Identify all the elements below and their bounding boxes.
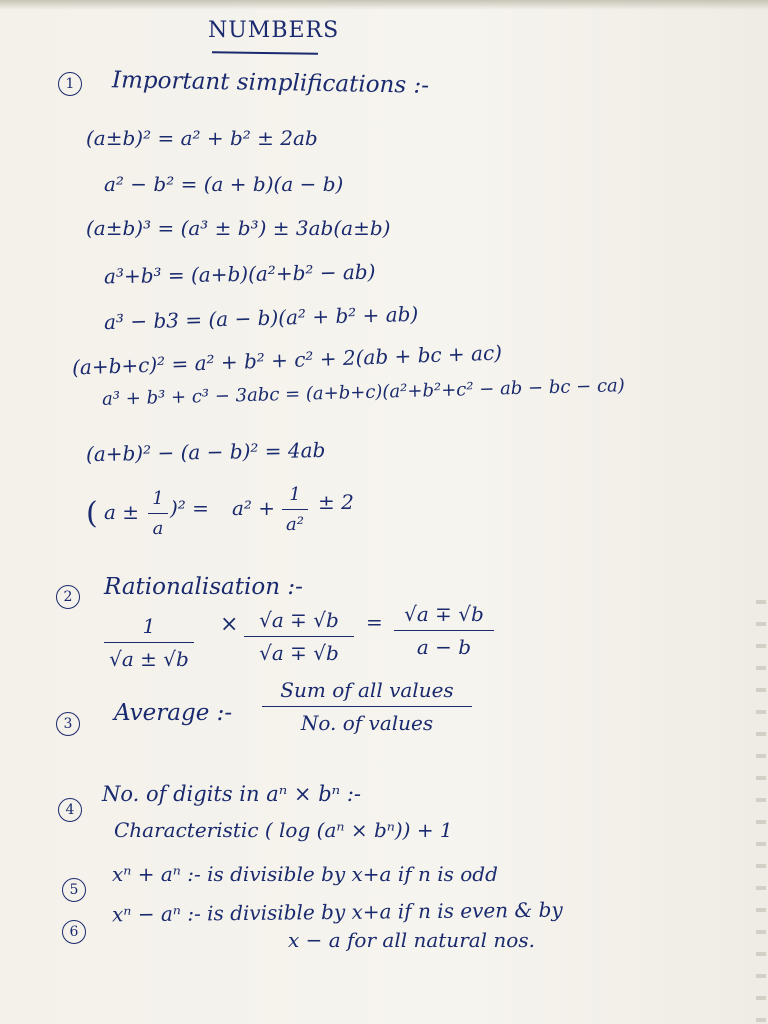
section-4-heading: No. of digits in aⁿ × bⁿ :- — [102, 782, 361, 806]
equation-2: a² − b² = (a + b)(a − b) — [104, 172, 344, 196]
average-fraction-bar — [262, 706, 472, 707]
section-number-6: 6 — [62, 920, 86, 944]
rationalisation-f2-bar — [244, 636, 354, 637]
section-number-1: 1 — [58, 72, 82, 96]
eq9-open-paren: ( — [86, 496, 98, 531]
average-fraction — [262, 678, 472, 735]
eq9-lhs-fraction-bar — [148, 513, 168, 514]
equation-8: (a+b)² − (a − b)² = 4ab — [85, 437, 326, 467]
eq9-lhs-fraction — [148, 488, 168, 539]
section-number-5: 5 — [62, 878, 86, 902]
rationalisation-f2-numerator: √a ∓ √b — [259, 608, 339, 632]
eq9-lhs-denominator: a — [152, 518, 164, 539]
rationalisation-f1-bar — [104, 642, 194, 643]
average-denominator: No. of values — [300, 711, 434, 735]
equation-5: a³ − b3 = (a − b)(a² + b² + ab) — [103, 301, 419, 335]
eq9-lhs-numerator: 1 — [152, 488, 164, 509]
equals-sign: = — [366, 610, 383, 634]
equation-3: (a±b)³ = (a³ ± b³) ± 3ab(a±b) — [86, 216, 391, 240]
equation-4: a³+b³ = (a+b)(a²+b² − ab) — [103, 259, 376, 289]
eq9-rhs-tail: ± 2 — [318, 490, 354, 514]
eq9-lhs-close: )² = — [170, 496, 209, 520]
section-4-formula: Characteristic ( log (aⁿ × bⁿ)) + 1 — [114, 818, 453, 842]
rationalisation-f3-bar — [394, 630, 494, 631]
page-title: NUMBERS — [208, 18, 340, 43]
equation-6: (a+b+c)² = a² + b² + c² + 2(ab + bc + ac) — [71, 340, 503, 380]
rationalisation-f2-denominator: √a ∓ √b — [259, 641, 339, 665]
eq9-rhs-a: a² + — [232, 496, 276, 520]
rationalisation-f3-numerator: √a ∓ √b — [404, 602, 484, 626]
eq9-rhs-fraction — [282, 484, 308, 535]
section-number-2: 2 — [56, 585, 80, 609]
rationalisation-fraction-1 — [104, 614, 194, 671]
equation-7: a³ + b³ + c³ − 3abc = (a+b+c)(a²+b²+c² − ab − bc − ca) — [101, 375, 626, 410]
section-6-text: xⁿ − aⁿ :- is divisible by x+a if n is even & by — [111, 897, 563, 927]
page-edge-perforation — [756, 600, 766, 1024]
eq9-rhs-numerator: 1 — [289, 484, 301, 505]
rationalisation-fraction-2 — [244, 608, 354, 665]
section-6-continuation: x − a for all natural nos. — [288, 928, 535, 952]
average-numerator: Sum of all values — [280, 678, 454, 702]
title-underline — [212, 51, 318, 54]
eq9-rhs-fraction-bar — [282, 509, 308, 510]
rationalisation-f3-denominator: a − b — [416, 635, 472, 659]
section-2-heading: Rationalisation :- — [104, 574, 303, 600]
section-number-4: 4 — [58, 798, 82, 822]
section-1-heading: Important simplifications :- — [111, 67, 430, 99]
eq9-lhs-a: a ± — [104, 500, 140, 524]
rationalisation-fraction-3 — [394, 602, 494, 659]
page-top-shadow — [0, 0, 768, 10]
section-number-3: 3 — [56, 712, 80, 736]
equation-1: (a±b)² = a² + b² ± 2ab — [86, 126, 318, 150]
section-5-text: xⁿ + aⁿ :- is divisible by x+a if n is odd — [112, 862, 498, 886]
rationalisation-f1-denominator: √a ± √b — [109, 647, 189, 671]
eq9-rhs-denominator: a² — [286, 514, 304, 535]
rationalisation-f1-numerator: 1 — [142, 614, 156, 638]
section-3-heading: Average :- — [114, 700, 233, 726]
times-sign: × — [220, 612, 239, 637]
